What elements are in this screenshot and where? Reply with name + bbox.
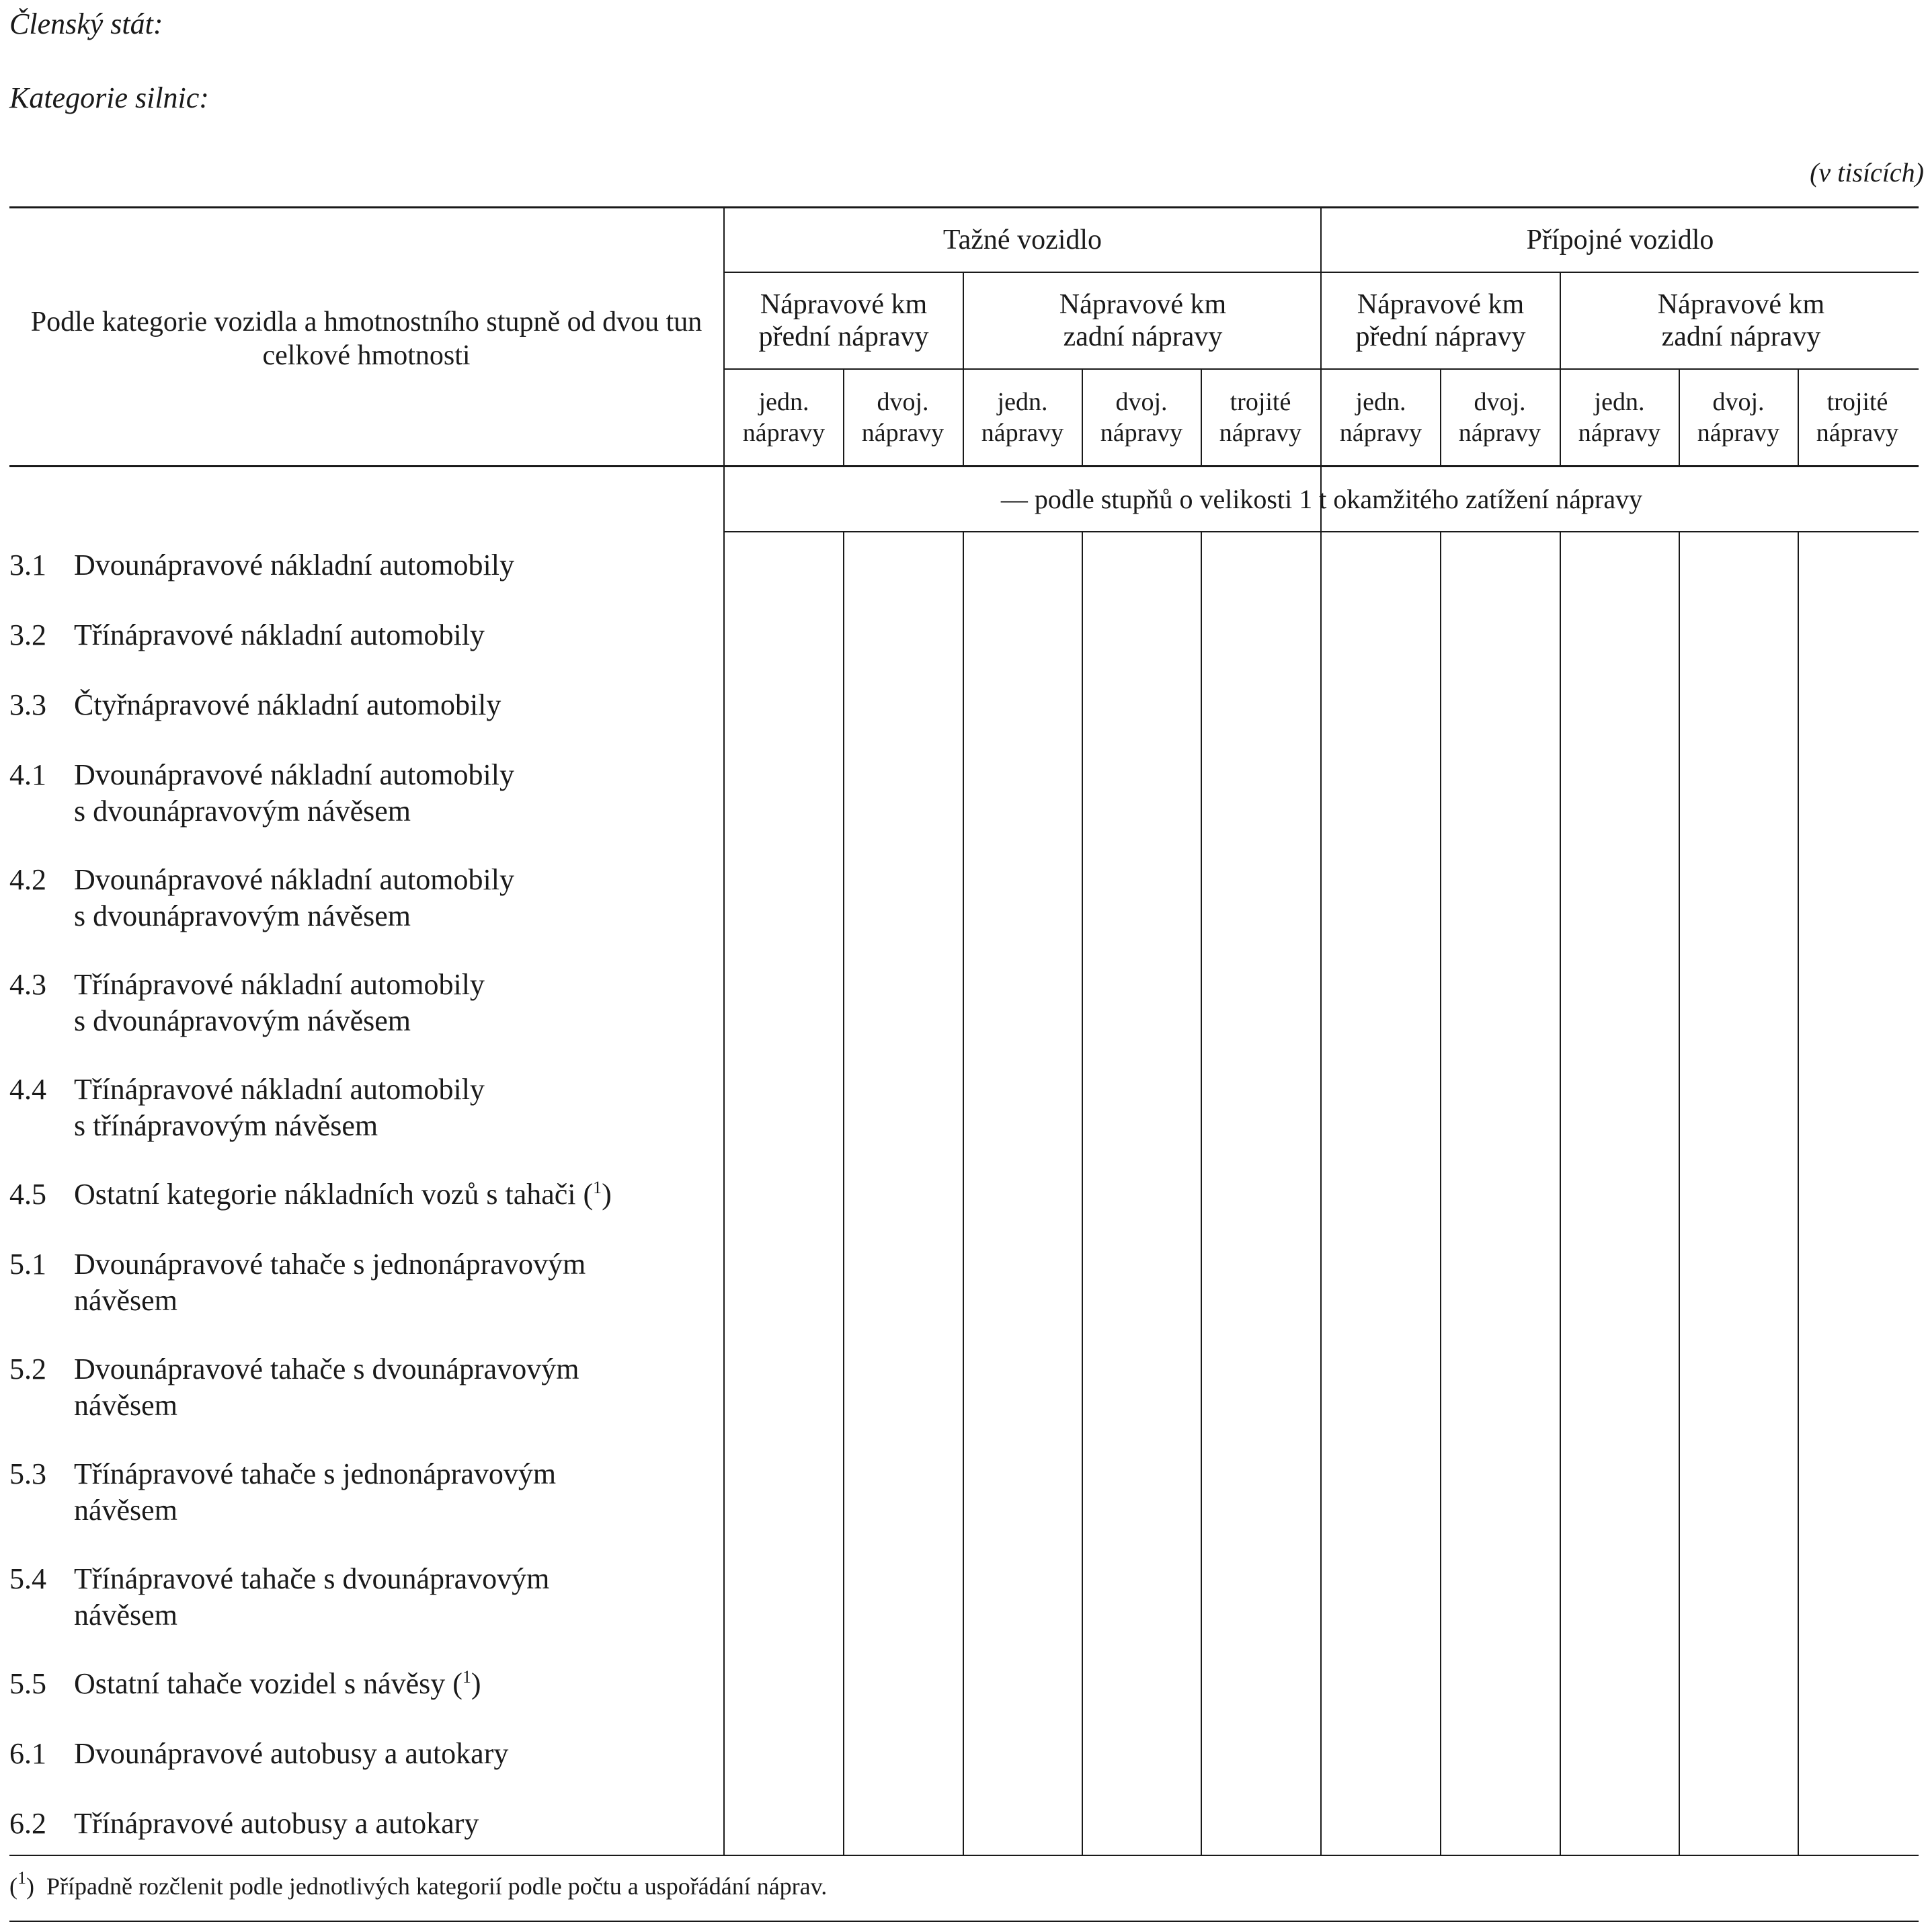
row-number: 5.4 <box>9 1562 46 1595</box>
table-row <box>9 862 709 934</box>
col-divider-b <box>1679 531 1680 1855</box>
axle-group-4: Nápravové km zadní nápravy <box>1657 289 1825 352</box>
table-row <box>9 1806 709 1842</box>
row-label-text: Ostatní kategorie nákladních vozů s tahači ( <box>74 1178 594 1211</box>
col-divider-b <box>843 531 844 1855</box>
row-label <box>74 1176 709 1213</box>
table-row <box>9 1736 709 1772</box>
axle-divider-3 <box>1560 272 1561 465</box>
row-number: 6.2 <box>9 1807 46 1840</box>
table-row <box>9 687 709 723</box>
row-label <box>74 1666 709 1702</box>
table-row <box>9 757 709 830</box>
table-row <box>9 1072 709 1144</box>
axle-col: trojité nápravy <box>1816 388 1899 447</box>
table-row <box>9 1351 709 1424</box>
row-number: 3.3 <box>9 688 46 721</box>
table-row <box>9 1666 709 1702</box>
row-number: 4.3 <box>9 968 46 1001</box>
row-label: Třínápravové autobusy a autokary <box>74 1807 479 1840</box>
row-label-tail: ) <box>471 1667 481 1700</box>
group-divider <box>1320 206 1322 1855</box>
row-number: 6.1 <box>9 1737 46 1770</box>
row-number: 4.4 <box>9 1073 46 1106</box>
row-label: Třínápravové nákladní automobily s třínápravovým návěsem <box>74 1073 485 1142</box>
axle-col: jedn. nápravy <box>742 388 826 447</box>
table-row <box>9 1176 709 1213</box>
col-divider-h <box>843 368 844 465</box>
col-divider-b <box>963 531 964 1855</box>
table-row <box>9 967 709 1039</box>
footnote-ref: 1 <box>593 1178 602 1197</box>
row-label: Třínápravové tahače s jednonápravovým návěsem <box>74 1457 557 1527</box>
axle-col: trojité nápravy <box>1219 388 1302 447</box>
row-number: 3.2 <box>9 618 46 651</box>
axle-col: dvoj. nápravy <box>1100 388 1183 447</box>
row-number: 4.2 <box>9 863 46 896</box>
table-row <box>9 1561 709 1634</box>
col-divider-h <box>1440 368 1441 465</box>
table-row <box>9 1456 709 1529</box>
road-category-label: Kategorie silnic: <box>9 81 209 114</box>
footnote: ($^1$) Případně rozčlenit podle jednotlivých kategorií podle počtu a uspořádání náprav. <box>9 1868 828 1900</box>
footnote-mark: 1 <box>17 1868 26 1888</box>
col-divider-b <box>1440 531 1441 1855</box>
group-pripojne: Přípojné vozidlo <box>1526 225 1714 255</box>
axle-col: dvoj. nápravy <box>1697 388 1780 447</box>
table-row <box>9 547 709 583</box>
row-label: Dvounápravové nákladní automobily s dvounápravovým návěsem <box>74 863 514 932</box>
axle-col: jedn. nápravy <box>981 388 1064 447</box>
footnote-ref: 1 <box>462 1667 471 1687</box>
col-divider-h <box>1201 368 1202 465</box>
unit-note: (v tisících) <box>1810 157 1924 188</box>
row-number: 5.2 <box>9 1353 46 1385</box>
row-label: Dvounápravové autobusy a autokary <box>74 1737 509 1770</box>
col-divider-b <box>1798 531 1799 1855</box>
row-header-divider <box>723 206 725 1855</box>
footnote-bottom-rule <box>9 1921 1919 1922</box>
footnote-text: Případně rozčlenit podle jednotlivých kategorií podle počtu a uspořádání náprav. <box>46 1873 828 1900</box>
col-divider-b <box>1082 531 1083 1855</box>
row-label: Dvounápravové tahače s jednonápravovým návěsem <box>74 1248 586 1317</box>
axle-group-1: Nápravové km přední nápravy <box>758 289 929 352</box>
row-label: Třínápravové nákladní automobily s dvounápravovým návěsem <box>74 968 485 1037</box>
table-row <box>9 1246 709 1319</box>
row-number: 5.5 <box>9 1667 46 1700</box>
row-label: Třínápravové nákladní automobily <box>74 618 485 651</box>
axle-col: jedn. nápravy <box>1339 388 1422 447</box>
row-label-text: Ostatní tahače vozidel s návěsy ( <box>74 1667 463 1700</box>
row-number: 3.1 <box>9 549 46 581</box>
col-divider-h <box>1798 368 1799 465</box>
col-divider-b <box>1560 531 1561 1855</box>
axle-col: jedn. nápravy <box>1578 388 1661 447</box>
row-header: Podle kategorie vozidla a hmotnostního stupně od dvou tun celkové hmotnosti <box>30 307 702 371</box>
row-number: 4.5 <box>9 1178 46 1211</box>
member-state-label: Členský stát: <box>9 7 163 40</box>
table-row <box>9 617 709 653</box>
axle-col: dvoj. nápravy <box>1458 388 1541 447</box>
col-divider-b <box>1201 531 1202 1855</box>
row-label: Dvounápravové tahače s dvounápravovým návěsem <box>74 1353 579 1422</box>
row-label: Dvounápravové nákladní automobily s dvounápravovým návěsem <box>74 758 514 828</box>
axle-group-3: Nápravové km přední nápravy <box>1355 289 1526 352</box>
col-divider-h <box>1679 368 1680 465</box>
row-number: 4.1 <box>9 758 46 791</box>
row-number: 5.3 <box>9 1457 46 1490</box>
axle-col: dvoj. nápravy <box>861 388 945 447</box>
group-tazne: Tažné vozidlo <box>942 225 1102 255</box>
axle-divider-1 <box>963 272 964 465</box>
row-label: Čtyřnápravové nákladní automobily <box>74 688 501 721</box>
row-label: Dvounápravové nákladní automobily <box>74 549 514 581</box>
row-label-tail: ) <box>602 1178 612 1211</box>
band-note: — podle stupňů o velikosti 1 t okamžitého zatížení nápravy <box>1000 483 1643 514</box>
col-divider-h <box>1082 368 1083 465</box>
table-bottom-rule <box>9 1855 1919 1856</box>
row-number: 5.1 <box>9 1248 46 1281</box>
row-label: Třínápravové tahače s dvounápravovým návěsem <box>74 1562 550 1632</box>
axle-group-2: Nápravové km zadní nápravy <box>1059 289 1227 352</box>
